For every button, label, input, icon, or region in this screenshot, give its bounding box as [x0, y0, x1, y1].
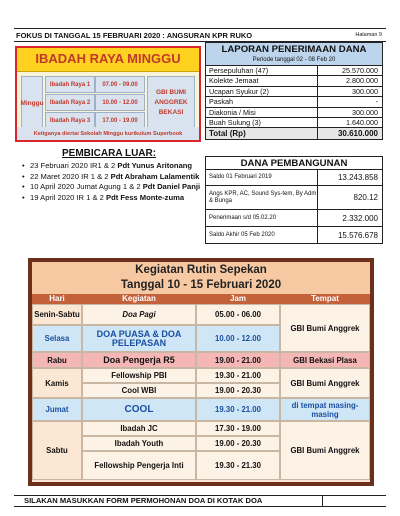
- day-cell: Selasa: [32, 325, 82, 352]
- ibadah-location: [147, 76, 195, 130]
- day-cell: Senin-Sabtu: [32, 304, 82, 325]
- list-item: [22, 194, 204, 203]
- activity-cell: Doa Pagi: [82, 304, 196, 325]
- speaker-date: 10 April 2020 Jumat Agung 1 & 2: [30, 182, 143, 192]
- row-label: Angs KPR, AC, Sound Sys-tem, By Adm & Bunga: [206, 186, 318, 209]
- kegiatan-title-line1: Kegiatan Rutin Sepekan: [135, 264, 267, 276]
- ibadah-row: [45, 94, 145, 111]
- time-cell: 05.00 - 06.00: [196, 304, 280, 325]
- laporan-table: [205, 42, 383, 140]
- row-value: 300.000: [352, 86, 378, 96]
- laporan-period: Periode tanggal 02 - 08 Feb 20: [252, 57, 336, 63]
- list-item: [22, 183, 204, 192]
- place-cell: GBI Bumi Anggrek: [280, 304, 370, 352]
- speaker-date: 22 Maret 2020 IR 1 & 2: [30, 171, 111, 181]
- row-value: 820.12: [353, 193, 378, 202]
- row-value: 2.332.000: [342, 213, 378, 223]
- speaker-name: Pdt Abraham Lalamentik: [110, 171, 200, 181]
- kegiatan-rutin-box: [28, 258, 374, 486]
- time-cell: 19.30 - 21.30: [196, 451, 280, 480]
- location-line: ANGGREK: [154, 99, 188, 106]
- ibadah-name: Ibadah Raya 2: [45, 94, 95, 111]
- speaker-name: Pdt Daniel Panji: [142, 182, 201, 192]
- row-value: 2.800.000: [346, 76, 378, 86]
- header-title: FOKUS DI TANGGAL 15 FEBRUARI 2020 : ANGSURAN KPR RUKO: [16, 30, 253, 40]
- time-cell: 19.30 - 21.00: [196, 368, 280, 383]
- ibadah-raya-box: [15, 46, 201, 142]
- speaker-name: Pdt Fess Monte-zuma: [106, 192, 185, 202]
- time-cell: 19.00 - 20.30: [196, 383, 280, 398]
- table-row: [205, 170, 383, 186]
- row-label: Buah Sulung (3): [206, 118, 318, 127]
- total-label: Total (Rp): [206, 128, 318, 139]
- ibadah-time: 10.00 - 12.00: [95, 94, 145, 111]
- speaker-date: 23 Februari 2020 IR1 & 2: [30, 161, 118, 170]
- location-line: GBI BUMI: [156, 89, 186, 96]
- footer-text: SILAKAN MASUKKAN FORM PERMOHONAN DOA DI KOTAK DOA: [24, 496, 263, 505]
- ibadah-note: Ketiganya diertai Sekolah Minggu kurikulum Superbook: [17, 127, 199, 140]
- time-cell: 19.00 - 21.00: [196, 352, 280, 368]
- place-cell: di tempat masing-masing: [280, 398, 370, 421]
- activity-cell: Fellowship Pengerja Inti: [82, 451, 196, 480]
- dana-title: DANA PEMBANGUNAN: [205, 156, 383, 170]
- place-cell: GBI Bumi Anggrek: [280, 368, 370, 398]
- list-item: [22, 173, 204, 182]
- row-value: 15.576.678: [337, 230, 378, 240]
- time-cell: 10.00 - 12.00: [196, 325, 280, 352]
- row-label: Kolekte Jemaat: [206, 76, 318, 85]
- ibadah-raya-title: IBADAH RAYA MINGGU: [17, 48, 199, 72]
- list-item: [22, 162, 204, 171]
- place-cell: GBI Bumi Anggrek: [280, 421, 370, 480]
- row-value: 1.640.000: [346, 117, 378, 127]
- ibadah-name: Ibadah Raya 1: [45, 76, 95, 93]
- table-row: [205, 87, 383, 97]
- activity-cell: Cool WBI: [82, 383, 196, 398]
- day-cell: Sabtu: [32, 421, 82, 480]
- row-value: 25.570.000: [342, 66, 378, 75]
- row-label: Paskah: [206, 97, 318, 106]
- ibadah-day: Minggu: [21, 76, 43, 130]
- header-hari: Hari: [49, 294, 65, 303]
- table-row: [205, 227, 383, 244]
- location-line: BEKASI: [158, 109, 184, 116]
- header-kegiatan: Kegiatan: [122, 294, 156, 303]
- table-row: [205, 186, 383, 210]
- row-label: Saldo Akhir 05 Feb 2020: [206, 227, 318, 243]
- speaker-name: Pdt Yunus Aritonang: [117, 161, 193, 170]
- dana-pembangunan-table: [205, 156, 383, 244]
- total-row: [205, 128, 383, 140]
- table-row: [205, 66, 383, 76]
- row-label: Persepuluhan (47): [206, 66, 318, 75]
- kegiatan-title: [32, 262, 370, 294]
- activity-cell: DOA PUASA & DOA PELEPASAN: [82, 325, 196, 352]
- row-value: 300.000: [352, 107, 378, 117]
- page-header: [14, 28, 386, 42]
- row-label: Saldo 01 Februari 2019: [206, 170, 318, 185]
- table-row: [205, 76, 383, 86]
- ibadah-row: [45, 76, 145, 93]
- laporan-title: LAPORAN PENERIMAAN DANA: [221, 44, 367, 55]
- speaker-date: 19 April 2020 IR 1 & 2: [30, 192, 106, 202]
- time-cell: 19.30 - 21.00: [196, 398, 280, 421]
- ibadah-time: 07.00 - 09.00: [95, 76, 145, 93]
- row-label: Ucapan Syukur (2): [206, 87, 318, 96]
- day-cell: Rabu: [32, 352, 82, 368]
- pembicara-title: PEMBICARA LUAR:: [62, 148, 157, 159]
- kegiatan-header-row: [32, 294, 370, 304]
- activity-cell: Fellowship PBI: [82, 368, 196, 383]
- day-cell: Kamis: [32, 368, 82, 398]
- activity-cell: Ibadah Youth: [82, 436, 196, 451]
- page-footer: [14, 495, 386, 507]
- header-tempat: Tempat: [311, 294, 339, 303]
- ibadah-raya-schedule: [21, 76, 195, 130]
- time-cell: 17.30 - 19.00: [196, 421, 280, 436]
- row-label: Penerimaan s/d 05.02.20: [206, 210, 318, 226]
- time-cell: 19.00 - 20.30: [196, 436, 280, 451]
- row-label: Diakonia / Misi: [206, 108, 318, 117]
- table-row: [205, 118, 383, 128]
- header-jam: Jam: [229, 294, 246, 303]
- place-cell: GBI Bekasi Plasa: [280, 352, 370, 368]
- ibadah-time: 17.00 - 19.00: [95, 112, 145, 129]
- row-value: 13.243.858: [337, 173, 378, 182]
- page-number: Halaman 9: [355, 32, 382, 38]
- pembicara-list: [22, 162, 204, 204]
- ibadah-name: Ibadah Raya 3: [45, 112, 95, 129]
- laporan-header: [205, 42, 383, 66]
- kegiatan-title-line2: Tanggal 10 - 15 Februari 2020: [120, 279, 282, 291]
- day-cell: Jumat: [32, 398, 82, 421]
- table-row: [205, 210, 383, 227]
- footer-box: [322, 496, 386, 506]
- row-value: -: [375, 97, 378, 107]
- activity-cell: Doa Pengerja R5: [82, 352, 196, 368]
- total-value: 30.610.000: [318, 128, 382, 139]
- table-row: [205, 108, 383, 118]
- activity-cell: COOL: [82, 398, 196, 421]
- activity-cell: Ibadah JC: [82, 421, 196, 436]
- table-row: [205, 97, 383, 107]
